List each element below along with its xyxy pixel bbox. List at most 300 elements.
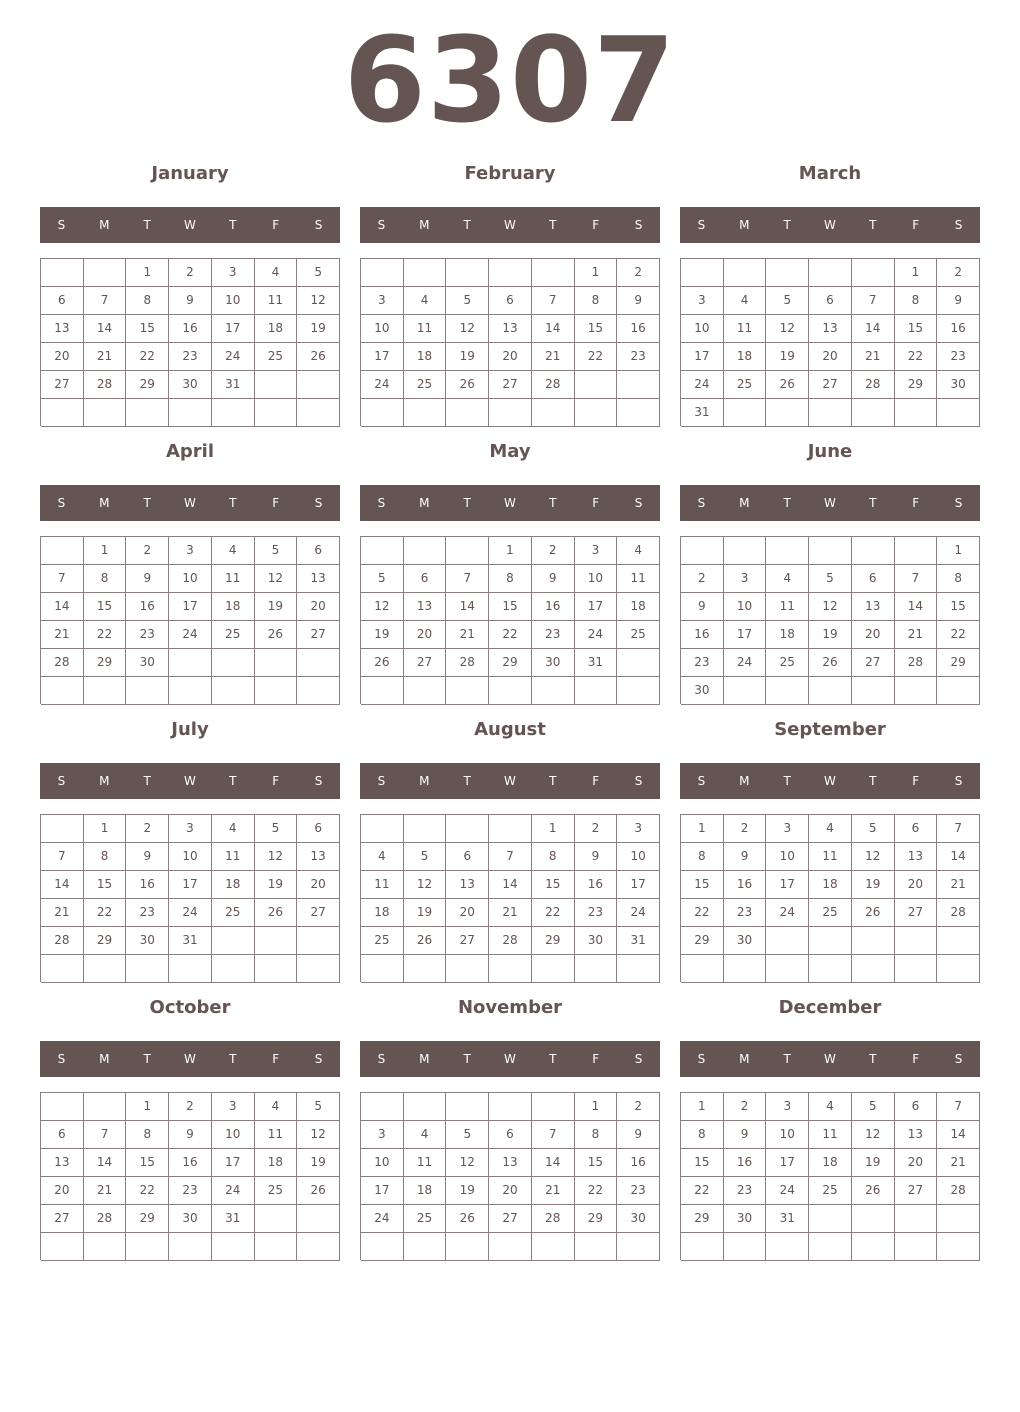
empty-day-cell [297,1233,340,1261]
empty-day-cell [489,1093,532,1121]
empty-day-cell [84,259,127,287]
day-cell: 17 [361,343,404,371]
empty-day-cell [809,537,852,565]
day-cell: 9 [126,843,169,871]
empty-day-cell [766,259,809,287]
day-cell: 5 [852,815,895,843]
day-cell: 2 [617,1093,660,1121]
empty-day-cell [297,955,340,983]
day-cell: 17 [169,593,212,621]
weekday-label: M [419,1052,430,1066]
empty-day-cell [852,1205,895,1233]
day-cell: 18 [361,899,404,927]
day-cell: 13 [297,565,340,593]
empty-day-cell [212,927,255,955]
weekday-label: W [824,774,836,788]
day-cell: 27 [297,621,340,649]
day-cell: 11 [809,843,852,871]
day-cell: 19 [297,1149,340,1177]
day-cell: 15 [489,593,532,621]
day-cell: 22 [575,343,618,371]
day-cell: 30 [575,927,618,955]
day-cell: 6 [489,287,532,315]
day-cell: 11 [255,287,298,315]
empty-day-cell [724,1233,767,1261]
empty-day-cell [212,955,255,983]
empty-day-cell [766,955,809,983]
day-cell: 24 [724,649,767,677]
weekday-label: T [463,774,471,788]
day-cell: 23 [575,899,618,927]
day-cell: 8 [126,287,169,315]
day-cell: 13 [41,315,84,343]
day-cell: 9 [169,1121,212,1149]
day-cell: 22 [575,1177,618,1205]
empty-day-cell [404,1233,447,1261]
day-cell: 29 [575,1205,618,1233]
day-cell: 11 [724,315,767,343]
empty-day-cell [681,1233,724,1261]
day-cell: 26 [297,1177,340,1205]
weekday-label: T [869,496,877,510]
day-cell: 10 [169,565,212,593]
day-cell: 18 [404,1177,447,1205]
day-cell: 23 [169,343,212,371]
day-cell: 12 [404,871,447,899]
day-cell: 8 [681,1121,724,1149]
weekday-label: T [783,496,791,510]
day-cell: 8 [575,287,618,315]
day-cell: 10 [575,565,618,593]
month-name: June [807,441,853,462]
day-cell: 25 [255,1177,298,1205]
day-cell: 29 [126,1205,169,1233]
day-cell: 19 [446,1177,489,1205]
day-cell: 4 [809,815,852,843]
day-cell: 27 [852,649,895,677]
day-cell: 4 [212,815,255,843]
day-cell: 30 [724,1205,767,1233]
empty-day-cell [489,1233,532,1261]
day-cell: 6 [404,565,447,593]
day-cell: 31 [212,1205,255,1233]
weekday-label: W [504,218,516,232]
weekday-label: S [314,1052,323,1066]
day-cell: 7 [852,287,895,315]
weekday-label: M [739,774,750,788]
day-cell: 30 [126,649,169,677]
day-cell: 13 [895,843,938,871]
day-cell: 18 [809,871,852,899]
day-grid [680,258,980,426]
empty-day-cell [361,955,404,983]
empty-day-cell [532,399,575,427]
weekday-label: S [954,218,963,232]
empty-day-cell [297,677,340,705]
day-cell: 28 [895,649,938,677]
day-cell: 19 [255,871,298,899]
empty-day-cell [937,677,980,705]
empty-day-cell [809,259,852,287]
day-cell: 15 [84,871,127,899]
day-cell: 11 [404,315,447,343]
day-cell: 23 [169,1177,212,1205]
day-cell: 17 [169,871,212,899]
weekday-header [360,1041,660,1077]
day-cell: 21 [532,343,575,371]
month-name: December [778,997,882,1018]
empty-day-cell [169,1233,212,1261]
day-cell: 12 [297,287,340,315]
day-cell: 21 [937,871,980,899]
day-cell: 3 [169,537,212,565]
day-cell: 2 [169,1093,212,1121]
day-cell: 10 [766,843,809,871]
empty-day-cell [532,1233,575,1261]
day-cell: 26 [446,1205,489,1233]
weekday-label: S [377,774,386,788]
day-cell: 3 [681,287,724,315]
day-cell: 30 [169,371,212,399]
day-cell: 5 [361,565,404,593]
day-grid [680,814,980,982]
day-cell: 14 [852,315,895,343]
day-cell: 4 [617,537,660,565]
day-cell: 9 [724,843,767,871]
day-cell: 1 [937,537,980,565]
weekday-label: S [377,1052,386,1066]
weekday-label: T [549,496,557,510]
day-cell: 22 [126,1177,169,1205]
day-cell: 7 [532,1121,575,1149]
day-cell: 8 [937,565,980,593]
empty-day-cell [532,955,575,983]
weekday-label: S [314,496,323,510]
empty-day-cell [937,927,980,955]
day-cell: 24 [617,899,660,927]
empty-day-cell [895,537,938,565]
day-cell: 22 [84,899,127,927]
day-cell: 25 [361,927,404,955]
weekday-label: S [697,1052,706,1066]
day-cell: 28 [532,371,575,399]
day-cell: 3 [361,1121,404,1149]
empty-day-cell [766,677,809,705]
empty-day-cell [255,927,298,955]
empty-day-cell [255,399,298,427]
empty-day-cell [84,1093,127,1121]
day-cell: 26 [766,371,809,399]
day-cell: 21 [489,899,532,927]
day-cell: 25 [212,621,255,649]
day-cell: 1 [126,259,169,287]
month-name: July [171,719,209,740]
empty-day-cell [297,649,340,677]
day-cell: 20 [852,621,895,649]
day-cell: 24 [766,899,809,927]
weekday-label: T [869,774,877,788]
day-cell: 29 [489,649,532,677]
day-cell: 16 [126,593,169,621]
day-cell: 18 [617,593,660,621]
empty-day-cell [895,399,938,427]
day-cell: 9 [617,287,660,315]
empty-day-cell [809,399,852,427]
weekday-label: M [419,774,430,788]
day-cell: 6 [895,1093,938,1121]
day-cell: 23 [937,343,980,371]
day-cell: 7 [937,1093,980,1121]
day-cell: 30 [937,371,980,399]
day-cell: 29 [532,927,575,955]
day-cell: 21 [84,1177,127,1205]
weekday-label: S [377,218,386,232]
weekday-label: W [504,496,516,510]
empty-day-cell [809,677,852,705]
day-grid [680,536,980,704]
empty-day-cell [404,399,447,427]
day-cell: 29 [84,927,127,955]
day-cell: 1 [681,1093,724,1121]
day-cell: 6 [446,843,489,871]
day-cell: 4 [255,1093,298,1121]
day-grid [680,1092,980,1260]
day-cell: 17 [724,621,767,649]
weekday-label: F [272,496,280,510]
day-grid [360,814,660,982]
month-name: February [464,163,556,184]
day-cell: 25 [404,1205,447,1233]
day-cell: 12 [446,1149,489,1177]
empty-day-cell [852,537,895,565]
month-name: January [151,163,229,184]
day-cell: 10 [212,287,255,315]
day-cell: 27 [446,927,489,955]
empty-day-cell [575,955,618,983]
day-cell: 2 [575,815,618,843]
day-cell: 12 [766,315,809,343]
day-cell: 15 [532,871,575,899]
day-cell: 2 [126,537,169,565]
weekday-label: S [57,218,66,232]
weekday-header [40,485,340,521]
weekday-label: M [419,218,430,232]
day-cell: 16 [126,871,169,899]
day-cell: 18 [766,621,809,649]
weekday-label: F [592,218,600,232]
weekday-label: S [57,774,66,788]
day-cell: 25 [809,1177,852,1205]
day-cell: 2 [169,259,212,287]
day-cell: 14 [532,1149,575,1177]
empty-day-cell [404,815,447,843]
weekday-header [40,207,340,243]
day-cell: 14 [937,843,980,871]
empty-day-cell [852,677,895,705]
day-cell: 30 [532,649,575,677]
year-title: 6307 [343,11,677,149]
day-cell: 9 [575,843,618,871]
day-cell: 6 [895,815,938,843]
empty-day-cell [446,399,489,427]
day-cell: 19 [852,1149,895,1177]
day-cell: 24 [212,1177,255,1205]
empty-day-cell [937,1205,980,1233]
day-cell: 3 [766,1093,809,1121]
day-cell: 28 [84,1205,127,1233]
day-cell: 12 [809,593,852,621]
weekday-label: S [954,496,963,510]
weekday-header [680,485,980,521]
day-cell: 19 [809,621,852,649]
empty-day-cell [404,955,447,983]
empty-day-cell [361,1233,404,1261]
weekday-label: S [57,496,66,510]
day-cell: 31 [575,649,618,677]
empty-day-cell [169,955,212,983]
weekday-label: W [184,1052,196,1066]
day-cell: 5 [255,537,298,565]
empty-day-cell [617,677,660,705]
day-cell: 3 [212,259,255,287]
day-cell: 2 [532,537,575,565]
day-cell: 9 [681,593,724,621]
day-cell: 20 [404,621,447,649]
day-cell: 6 [41,1121,84,1149]
day-cell: 29 [681,927,724,955]
weekday-label: T [783,774,791,788]
day-cell: 19 [852,871,895,899]
day-cell: 18 [255,315,298,343]
weekday-header [680,207,980,243]
day-cell: 28 [532,1205,575,1233]
day-cell: 7 [41,843,84,871]
empty-day-cell [126,677,169,705]
day-cell: 28 [852,371,895,399]
day-cell: 27 [404,649,447,677]
day-cell: 7 [532,287,575,315]
day-cell: 24 [361,1205,404,1233]
month-name: October [149,997,231,1018]
day-cell: 16 [724,1149,767,1177]
day-cell: 2 [937,259,980,287]
empty-day-cell [212,677,255,705]
day-cell: 14 [937,1121,980,1149]
weekday-label: F [912,218,920,232]
weekday-label: W [184,218,196,232]
day-cell: 24 [766,1177,809,1205]
empty-day-cell [41,537,84,565]
day-cell: 13 [809,315,852,343]
day-cell: 13 [41,1149,84,1177]
weekday-label: T [549,774,557,788]
day-cell: 19 [404,899,447,927]
day-cell: 25 [255,343,298,371]
day-cell: 25 [404,371,447,399]
day-cell: 30 [724,927,767,955]
day-cell: 18 [809,1149,852,1177]
day-cell: 19 [446,343,489,371]
day-cell: 31 [212,371,255,399]
day-cell: 2 [617,259,660,287]
empty-day-cell [895,955,938,983]
day-cell: 7 [84,287,127,315]
day-cell: 9 [169,287,212,315]
day-cell: 11 [212,565,255,593]
month-name: May [489,441,531,462]
weekday-header [360,207,660,243]
weekday-label: T [143,1052,151,1066]
empty-day-cell [446,1233,489,1261]
empty-day-cell [617,955,660,983]
day-cell: 3 [212,1093,255,1121]
day-cell: 5 [809,565,852,593]
month-name: September [774,719,886,740]
empty-day-cell [41,815,84,843]
weekday-label: M [419,496,430,510]
day-cell: 11 [617,565,660,593]
empty-day-cell [361,399,404,427]
empty-day-cell [446,815,489,843]
empty-day-cell [937,955,980,983]
weekday-label: T [229,1052,237,1066]
weekday-label: T [143,496,151,510]
day-cell: 16 [724,871,767,899]
day-cell: 4 [212,537,255,565]
empty-day-cell [766,1233,809,1261]
day-cell: 7 [895,565,938,593]
day-cell: 7 [84,1121,127,1149]
day-cell: 12 [361,593,404,621]
day-cell: 11 [404,1149,447,1177]
empty-day-cell [766,927,809,955]
day-cell: 20 [895,1149,938,1177]
day-cell: 4 [724,287,767,315]
day-cell: 6 [809,287,852,315]
empty-day-cell [617,1233,660,1261]
day-cell: 16 [617,1149,660,1177]
empty-day-cell [895,927,938,955]
day-cell: 27 [895,899,938,927]
empty-day-cell [766,537,809,565]
day-cell: 26 [404,927,447,955]
weekday-label: F [912,774,920,788]
day-cell: 19 [297,315,340,343]
day-cell: 26 [852,1177,895,1205]
weekday-header [40,763,340,799]
day-cell: 30 [681,677,724,705]
weekday-header [680,1041,980,1077]
day-cell: 2 [724,1093,767,1121]
day-cell: 24 [212,343,255,371]
day-cell: 24 [169,899,212,927]
weekday-label: S [697,218,706,232]
empty-day-cell [809,1205,852,1233]
day-cell: 8 [681,843,724,871]
day-cell: 6 [297,537,340,565]
day-cell: 1 [84,537,127,565]
day-cell: 8 [84,565,127,593]
day-cell: 22 [681,899,724,927]
day-cell: 9 [617,1121,660,1149]
day-cell: 16 [575,871,618,899]
day-cell: 29 [126,371,169,399]
weekday-label: M [739,1052,750,1066]
day-cell: 12 [852,1121,895,1149]
day-cell: 16 [532,593,575,621]
day-cell: 26 [255,899,298,927]
day-cell: 15 [681,1149,724,1177]
